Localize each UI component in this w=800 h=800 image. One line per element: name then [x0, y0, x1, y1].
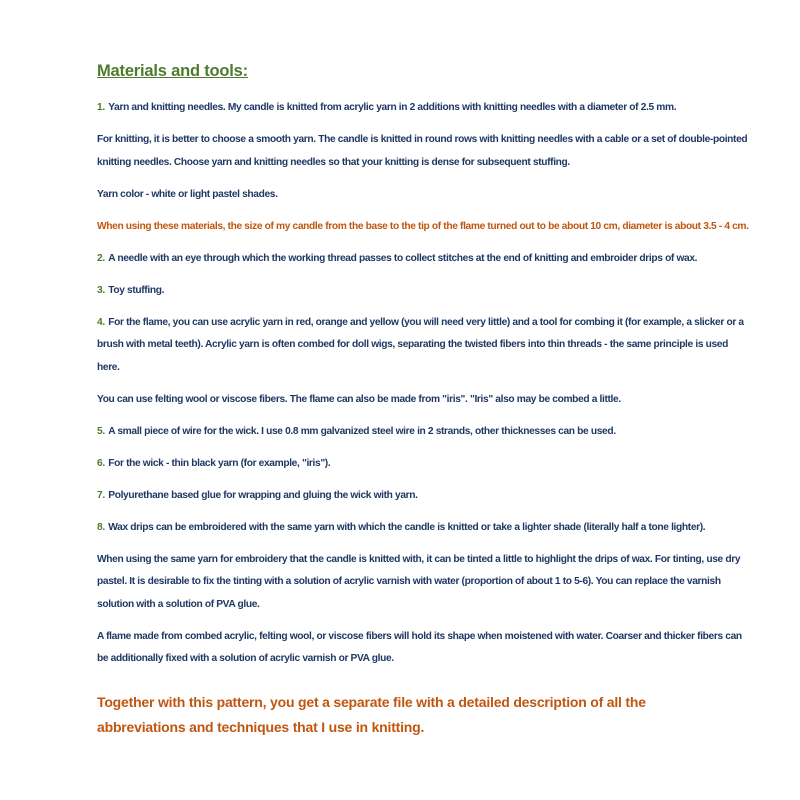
paragraph-needle-eye [97, 248, 749, 271]
paragraph-flame-shape [97, 626, 749, 671]
paragraph-text: Toy stuffing. [108, 284, 165, 296]
paragraph-text: Wax drips can be embroidered with the same yarn with which the candle is knitted or take a lighter shade (literally half a tone lighter). [108, 521, 706, 533]
paragraph-text: When using these materials, the size of my candle from the base to the tip of the flame turned out to be about 10 cm, diameter is about 3.5 - 4 cm. [97, 220, 749, 232]
paragraph-separate-file-note [97, 690, 697, 740]
item-number-8: 8. [97, 521, 105, 533]
paragraph-toy-stuffing [97, 280, 749, 303]
item-number-7: 7. [97, 489, 105, 501]
paragraph-text: Polyurethane based glue for wrapping and gluing the wick with yarn. [108, 489, 418, 501]
paragraph-text: For the wick - thin black yarn (for example, "iris"). [108, 457, 331, 469]
document-content [97, 62, 749, 749]
paragraph-text: For knitting, it is better to choose a smooth yarn. The candle is knitted in round rows with knitting needles with a cable or a set of double-pointed knitting needles. Choose yarn and knitting needles so that your knitting is dense for subsequent stuffing. [97, 134, 748, 168]
section-heading: Materials and tools: [97, 62, 248, 80]
paragraph-text: A needle with an eye through which the working thread passes to collect stitches at the end of knitting and embroider drips of wax. [108, 252, 698, 264]
item-number-5: 5. [97, 425, 105, 437]
paragraph-smooth-yarn [97, 129, 749, 174]
paragraph-tinting [97, 549, 749, 617]
paragraph-yarn-color [97, 184, 749, 207]
paragraph-text: When using the same yarn for embroidery that the candle is knitted with, it can be tinted a little to highlight the drips of wax. For tinting, use dry pastel. It is desirable to fix the tinting with a solution of acrylic varnish with water (proportion of about 1 to 5-6). You can replace the varnish solution with a solution of PVA glue. [97, 553, 741, 610]
paragraph-text: You can use felting wool or viscose fibers. The flame can also be made from "iris". "Iris" also may be combed a little. [97, 393, 621, 405]
paragraph-flame-yarn [97, 312, 749, 380]
paragraph-text: For the flame, you can use acrylic yarn in red, orange and yellow (you will need very little) and a tool for combing it (for example, a slicker or a brush with metal teeth). Acrylic yarn is often combed for doll wigs, separating the twisted fibers into thin threads - the same principle is used here. [97, 316, 744, 373]
paragraph-text: A flame made from combed acrylic, felting wool, or viscose fibers will hold its shape when moistened with water. Coarser and thicker fibers can be additionally fixed with a solution of acrylic varnish or PVA glue. [97, 630, 742, 664]
paragraph-text: Yarn color - white or light pastel shades. [97, 188, 278, 200]
paragraph-text: Together with this pattern, you get a separate file with a detailed description of all the abbreviations and techniques that I use in knitting. [97, 693, 646, 735]
item-number-1: 1. [97, 102, 105, 113]
item-number-2: 2. [97, 252, 105, 264]
paragraph-text: A small piece of wire for the wick. I use 0.8 mm galvanized steel wire in 2 strands, other thicknesses can be used. [108, 425, 616, 437]
paragraph-felting-wool [97, 389, 749, 412]
item-number-3: 3. [97, 284, 105, 296]
paragraph-wick-yarn [97, 453, 749, 476]
paragraph-candle-size [97, 216, 749, 239]
paragraph-wick-wire [97, 421, 749, 444]
paragraph-wax-drips [97, 517, 749, 540]
paragraph-yarn-needles [97, 97, 749, 120]
paragraph-text: Yarn and knitting needles. My candle is knitted from acrylic yarn in 2 additions with knitting needles with a diameter of 2.5 mm. [108, 102, 677, 113]
item-number-4: 4. [97, 316, 105, 328]
item-number-6: 6. [97, 457, 105, 469]
paragraph-glue [97, 485, 749, 508]
